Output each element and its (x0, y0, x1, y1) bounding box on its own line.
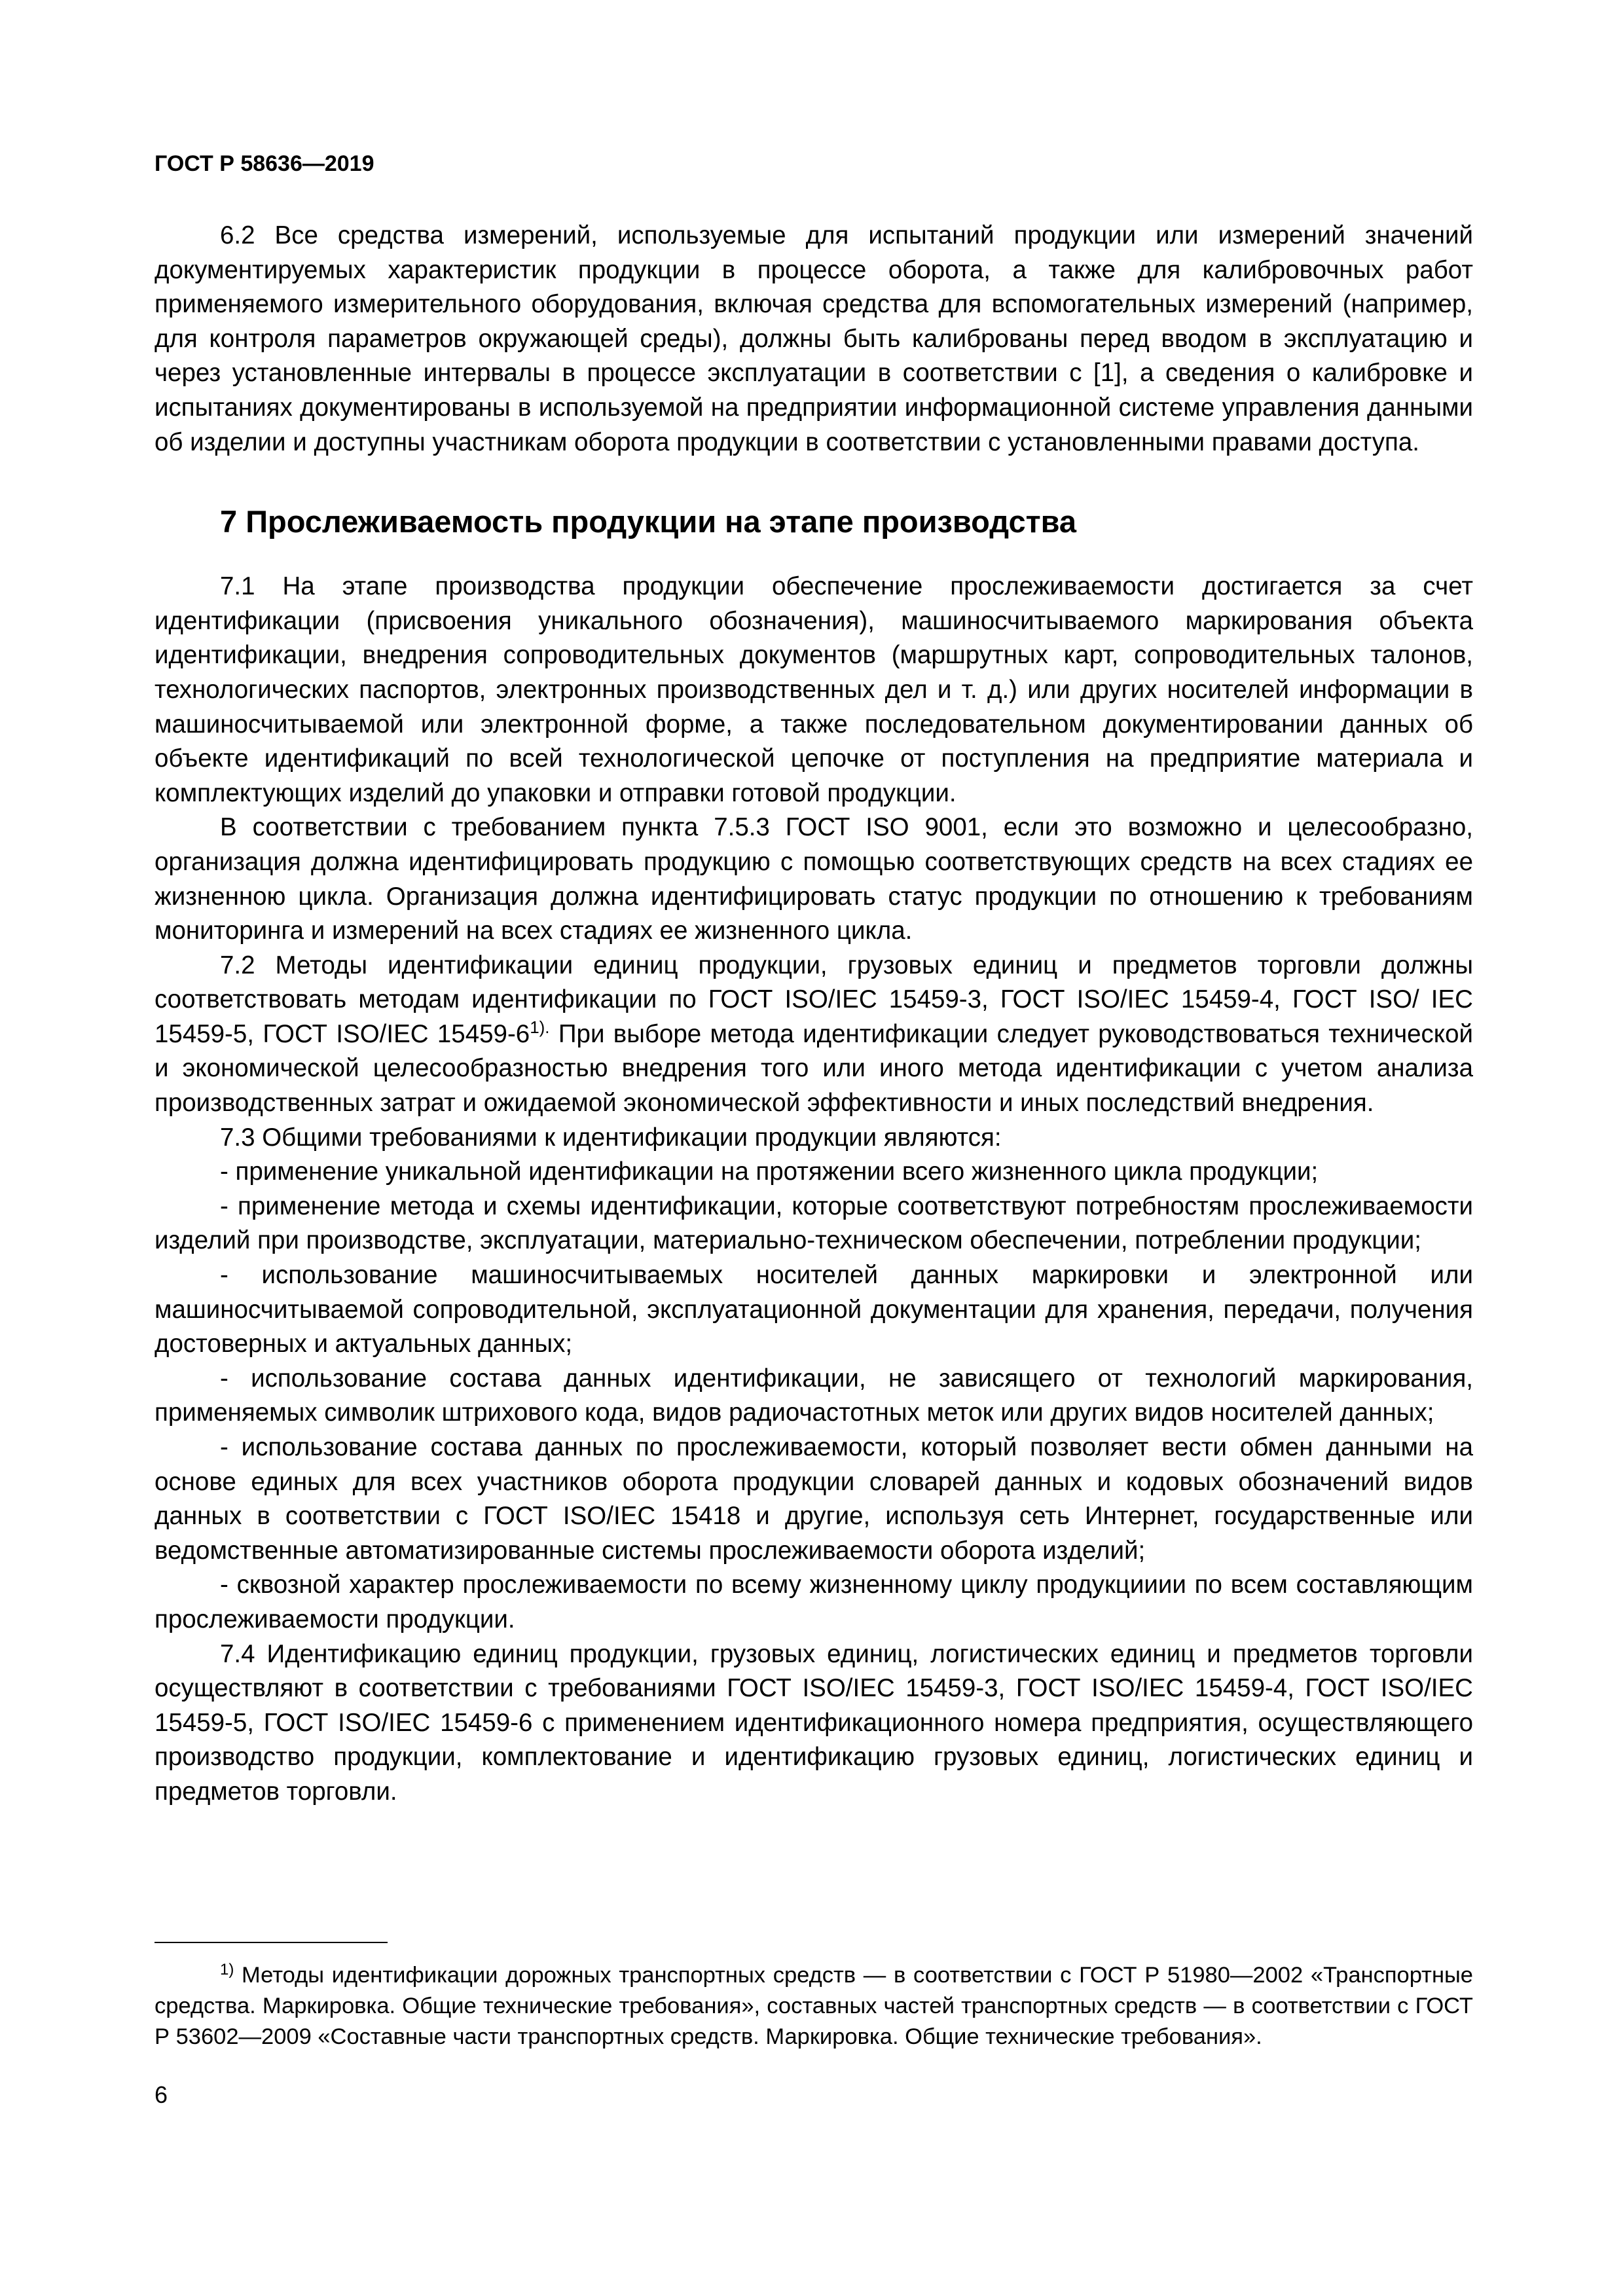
page-number: 6 (155, 2081, 168, 2108)
document-body (155, 219, 1473, 1810)
footnote (155, 1960, 1473, 2052)
clause-7-1-continued: В соответствии с требованием пункта 7.5.3 ГОСТ ISO 9001, если это возможно и целесообразно, организация должна идентифицировать продукцию с помощью соответствующих средств на всех стадиях ее жизненною цикла. Организация должна идентифицировать статус продукции по отношению к требованиям мониторинга и измерений на всех стадиях ее жизненного цикла. (155, 813, 1473, 945)
footnote-reference: 1). (530, 1017, 550, 1037)
clause-7-4: 7.4 Идентификацию единиц продукции, грузовых единиц, логистических единиц и предметов торговли осуществляют в соответствии с требованиями ГОСТ ISO/IEC 15459-3, ГОСТ ISO/IEC 15459-4, ГОСТ ISO/IEC 15459-5, ГОСТ ISO/IEC 15459-6 с применением идентификационного номера предприятия, осуществляющего производство продукции, комплектование и идентификацию грузовых единиц, логистических единиц и предметов торговли. (155, 1639, 1473, 1806)
section-7-heading: 7 Прослеживаемость продукции на этапе производства (220, 504, 1077, 539)
list-item: - применение уникальной идентификации на протяжении всего жизненного цикла продукции; (220, 1157, 1319, 1186)
footnote-divider (155, 1942, 388, 1943)
clause-6-2: 6.2 Все средства измерений, используемые для испытаний продукции или измерений значений документируемых характеристик продукции в процессе оборота, а также для калибровочных работ применяемого измерительного оборудования, включая средства для вспомогательных измерений (например, для контроля параметров окружающей среды), должны быть калиброваны перед вводом в эксплуатацию и через установленные интервалы в процессе эксплуатации в соответствии с [1], а сведения о калибровке и испытаниях документированы в используемой на предприятии информационной системе управления данными об изделии и доступны участникам оборота продукции в соответствии с установленными правами доступа. (155, 221, 1473, 456)
clause-7-1: 7.1 На этапе производства продукции обеспечение прослеживаемости достигается за счет идентификации (присвоения уникального обозначения), машиносчитываемого маркирования объекта идентификации, внедрения сопроводительных документов (маршрутных карт, сопроводительных талонов, технологических паспортов, электронных производственных дел и т. д.) или других носителей информации в машиносчитываемой или электронной форме, а также последовательном документировании данных об объекте идентификаций по всей технологической цепочке от поступления на предприятие материала и комплектующих изделий до упаковки и отправки готовой продукции. (155, 572, 1473, 807)
footnote-marker: 1) (220, 1961, 234, 1978)
list-item: - использование машиносчитываемых носителей данных маркировки и электронной или машиносчитываемой сопроводительной, эксплуатационной документации для хранения, передачи, получения достоверных и актуальных данных; (155, 1261, 1473, 1358)
clause-7-2-text: 7.2 Методы идентификации единиц продукции, грузовых единиц и предметов торговли должны соответствовать методам идентификации по ГОСТ ISO/IEC 15459-3, ГОСТ ISO/IEC 15459-4, ГОСТ ISO/ IEC 15459-5, ГОСТ ISO/IEC 15459-6 (155, 951, 1473, 1048)
standard-header: ГОСТ Р 58636—2019 (155, 151, 374, 176)
list-item: - использование состава данных идентификации, не зависящего от технологий маркирования, применяемых символик штрихового кода, видов радиочастотных меток или других видов носителей данных; (155, 1364, 1473, 1427)
clause-7-3: 7.3 Общими требованиями к идентификации продукции являются: (220, 1123, 1002, 1152)
list-item: - применение метода и схемы идентификации, которые соответствуют потребностям прослеживаемости изделий при производстве, эксплуатации, материально-техническом обеспечении, потреблении продукции; (155, 1192, 1473, 1255)
clause-7-2-text-continued: При выборе метода идентификации следует руководствоваться технической и экономической целесообразностью внедрения того или иного метода идентификации с учетом анализа производственных затрат и ожидаемой экономической эффективности и иных последствий внедрения. (155, 1019, 1473, 1118)
footnote-text: Методы идентификации дорожных транспортных средств — в соответствии с ГОСТ Р 51980—2002 «Транспортные средства. Маркировка. Общие технические требования», составных частей транспортных средств — в соответствии с ГОСТ Р 53602—2009 «Составные части транспортных средств. Маркировка. Общие технические требования». (155, 1963, 1473, 2049)
list-item: - сквозной характер прослеживаемости по всему жизненному циклу продукцииии по всем составляющим прослеживаемости продукции. (155, 1571, 1473, 1633)
list-item: - использование состава данных по прослеживаемости, который позволяет вести обмен данными на основе единых для всех участников оборота продукции словарей данных и кодовых обозначений видов данных в соответствии с ГОСТ ISO/IEC 15418 и другие, используя сеть Интернет, государственные или ведомственные автоматизированные системы прослеживаемости оборота изделий; (155, 1433, 1473, 1565)
footnote-1 (155, 1960, 1473, 2052)
clause-7-2 (155, 949, 1473, 1121)
